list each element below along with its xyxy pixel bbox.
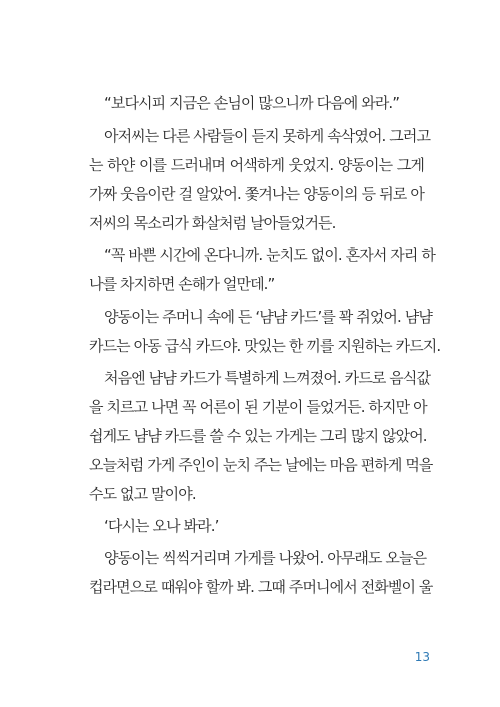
text-line: 아저씨는 다른 사람들이 듣지 못하게 속삭였어. 그러고 <box>104 127 431 145</box>
page-number: 13 <box>414 650 430 664</box>
text-line: 을 치르고 나면 꼭 어른이 된 기분이 들었거든. 하지만 아 <box>89 398 427 416</box>
text-line: 수도 없고 말이야. <box>89 485 196 503</box>
text-line: 양동이는 주머니 속에 든 ‘냠냠 카드’를 꽉 쥐었어. 냠냠 <box>104 308 432 326</box>
text-line: ‘다시는 오나 봐라.’ <box>104 517 219 535</box>
text-line: 처음엔 냠냠 카드가 특별하게 느껴졌어. 카드로 음식값 <box>104 369 431 387</box>
text-line: 나를 차지하면 손해가 얼만데.” <box>89 275 275 293</box>
text-line: 오늘처럼 가게 주인이 눈치 주는 날에는 마음 편하게 먹을 <box>89 456 433 474</box>
text-line: “꼭 바쁜 시간에 온다니까. 눈치도 없이. 혼자서 자리 하 <box>104 246 435 264</box>
text-line: 쉽게도 냠냠 카드를 쓸 수 있는 가게는 그리 많지 않았어. <box>89 427 427 445</box>
text-line: 컵라면으로 때워야 할까 봐. 그때 주머니에서 전화벨이 울 <box>89 578 433 596</box>
text-line: “보다시피 지금은 손님이 많으니까 다음에 와라.” <box>104 94 400 112</box>
text-line: 양동이는 씩씩거리며 가게를 나왔어. 아무래도 오늘은 <box>104 549 427 567</box>
text-line: 는 하얀 이를 드러내며 어색하게 웃었지. 양동이는 그게 <box>89 156 424 174</box>
text-line: 저씨의 목소리가 화살처럼 날아들었거든. <box>89 214 336 232</box>
text-line: 카드는 아동 급식 카드야. 맛있는 한 끼를 지원하는 카드지. <box>89 337 441 355</box>
text-line: 가짜 웃음이란 걸 알았어. 쫓겨나는 양동이의 등 뒤로 아 <box>89 185 424 203</box>
